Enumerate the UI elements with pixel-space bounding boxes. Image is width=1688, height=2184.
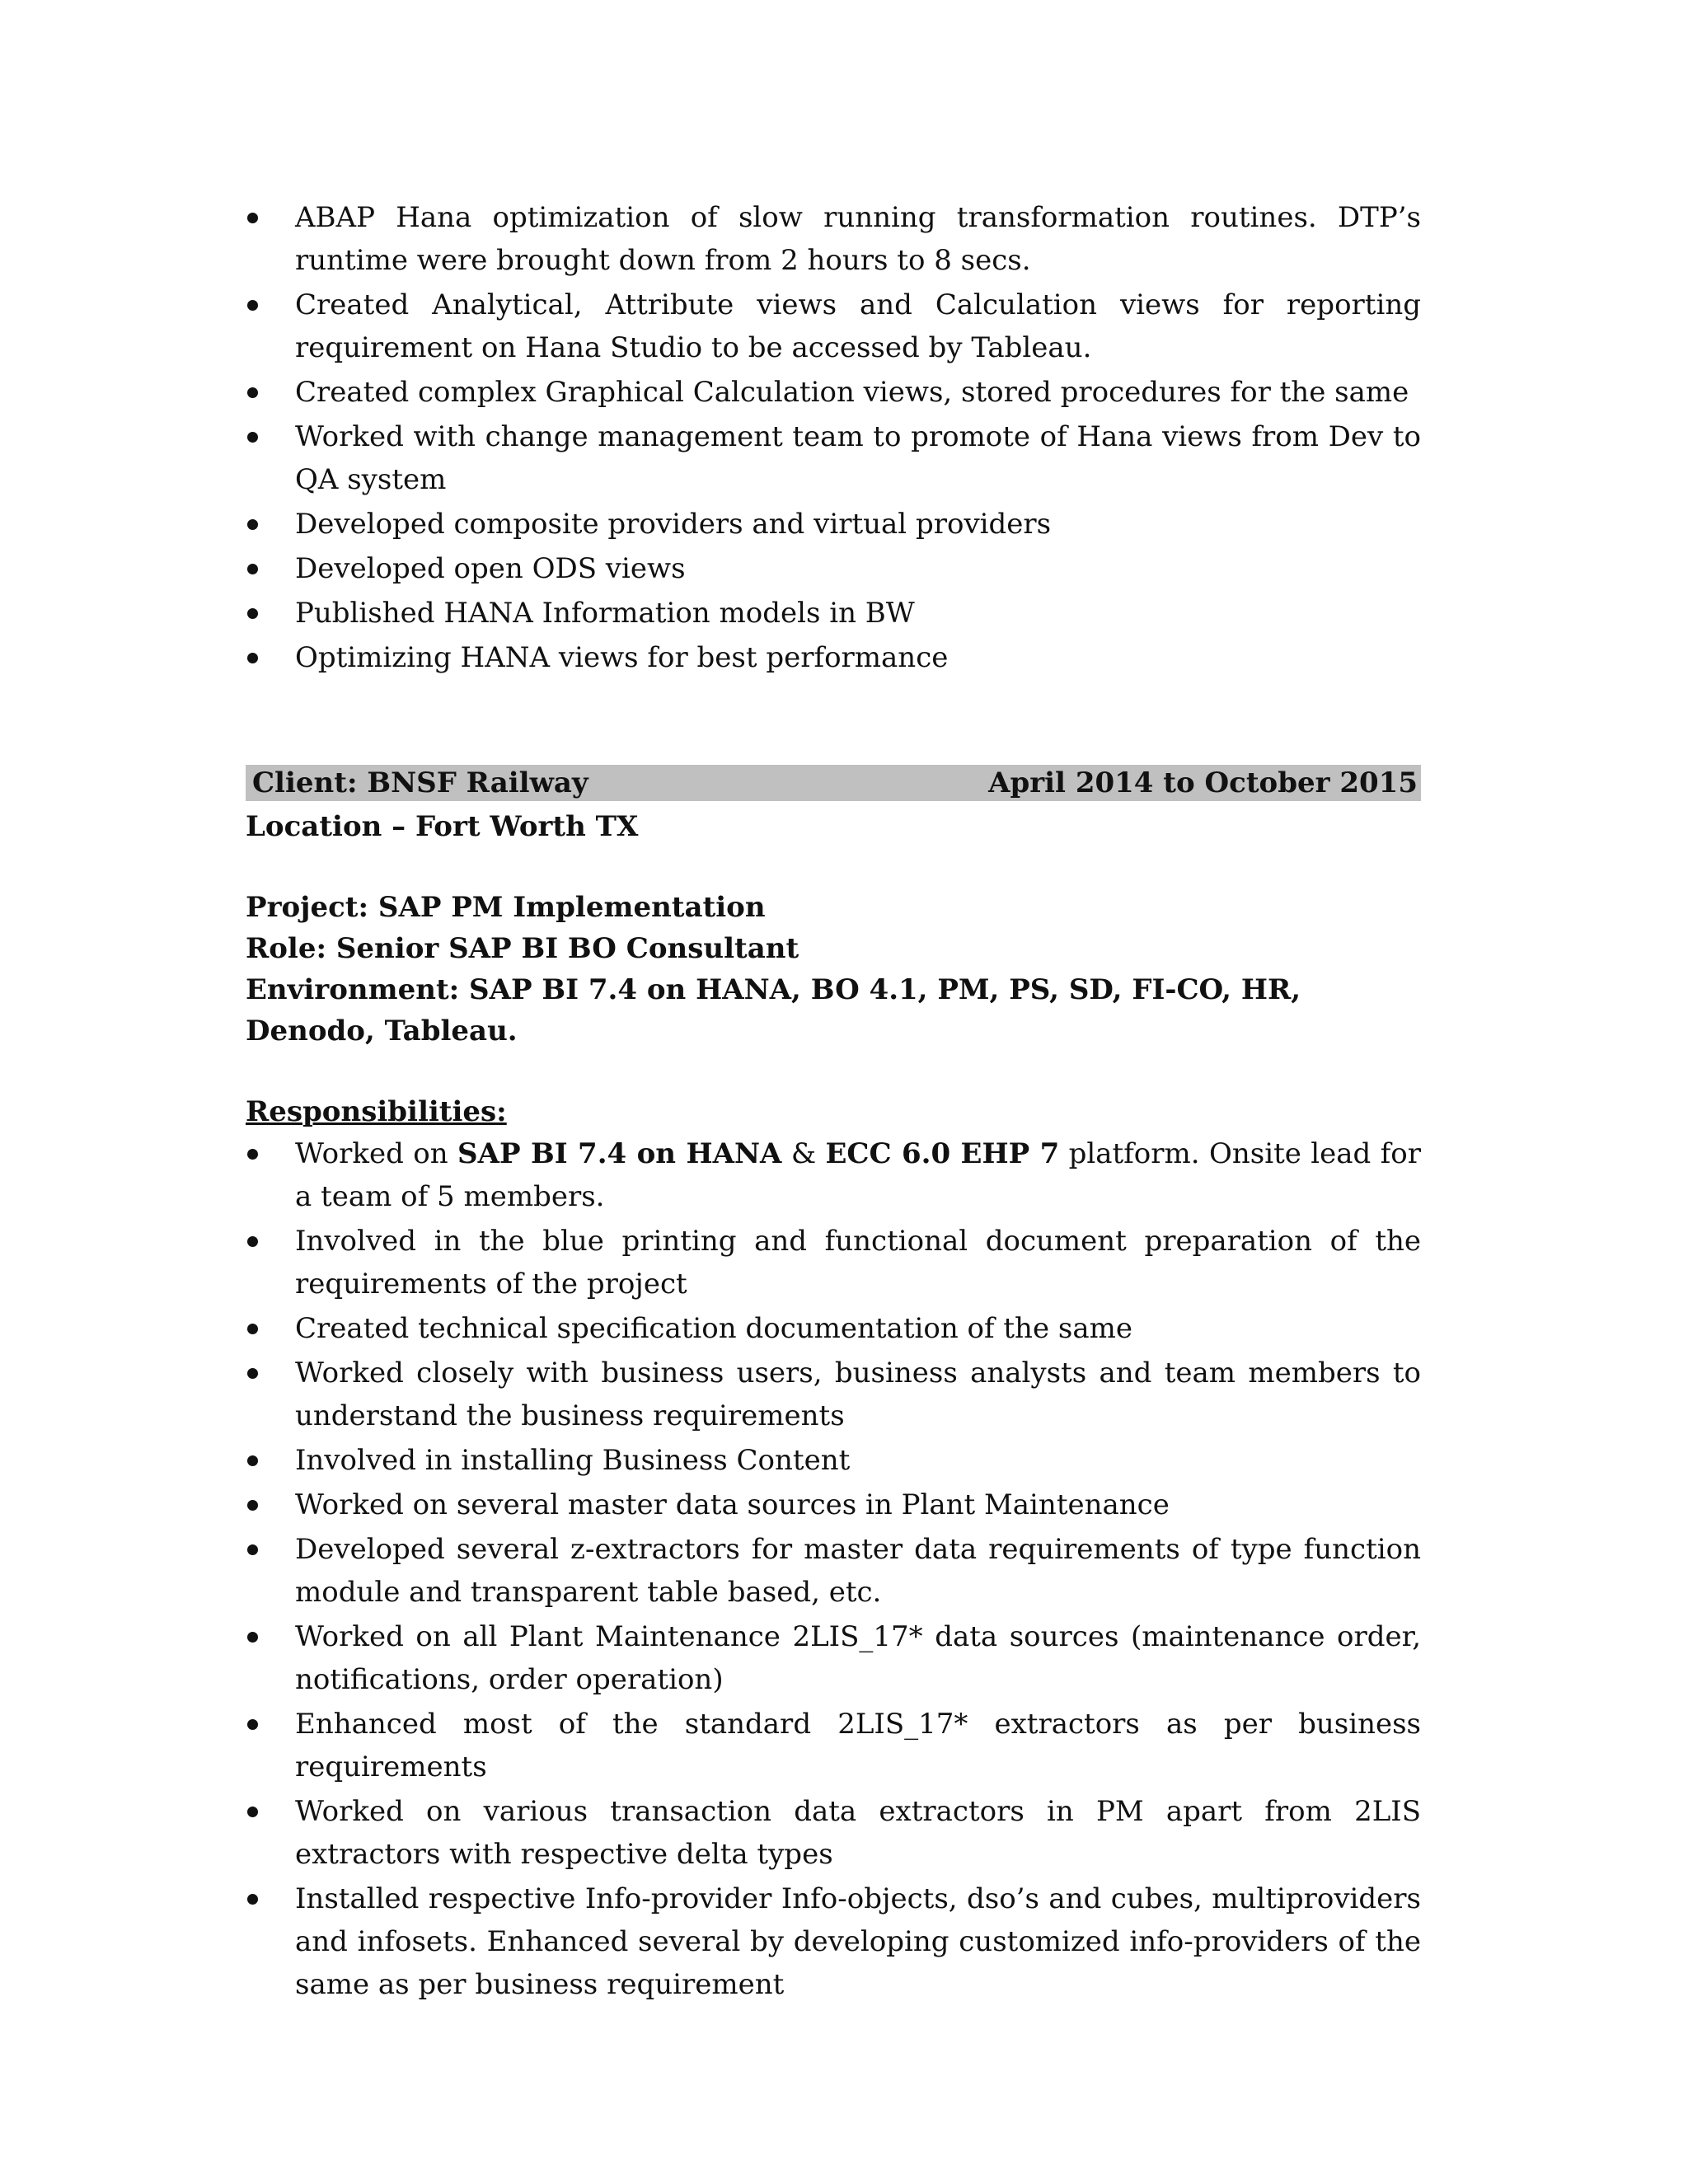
top-bullet-list: [246, 196, 1421, 679]
bullet-icon: [247, 1719, 258, 1730]
list-item: Published HANA Information models in BW: [246, 592, 1421, 635]
list-item: Enhanced most of the standard 2LIS_17* extractors as per business requirements: [246, 1703, 1421, 1788]
list-item: Worked on all Plant Maintenance 2LIS_17* data sources (maintenance order, notifications, order operation): [246, 1615, 1421, 1701]
bullet-icon: [247, 1324, 258, 1334]
bullet-icon: [247, 608, 258, 619]
bullet-icon: [247, 1807, 258, 1817]
list-item: Worked on several master data sources in Plant Maintenance: [246, 1483, 1421, 1526]
bullet-icon: [247, 1544, 258, 1555]
project-name: Project: SAP PM Implementation: [246, 891, 766, 924]
bullet-icon: [247, 1149, 258, 1160]
role: Role: Senior SAP BI BO Consultant: [246, 932, 799, 965]
bullet-icon: [247, 1455, 258, 1466]
environment: Environment: SAP BI 7.4 on HANA, BO 4.1, PM, PS, SD, FI-CO, HR, Denodo, Tableau.: [246, 973, 1301, 1047]
bullet-icon: [247, 213, 258, 223]
list-item: Optimizing HANA views for best performance: [246, 636, 1421, 679]
responsibilities-heading: Responsibilities:: [246, 1095, 507, 1128]
client-location: Location – Fort Worth TX: [246, 810, 639, 843]
bullet-icon: [247, 432, 258, 443]
bullet-icon: [247, 519, 258, 530]
responsibilities-list: [246, 1132, 1421, 2006]
project-details: [246, 887, 1421, 1052]
list-item: Worked with change management team to promote of Hana views from Dev to QA system: [246, 415, 1421, 501]
client-dates: April 2014 to October 2015: [988, 766, 1418, 799]
bullet-icon: [247, 1894, 258, 1905]
list-item: Involved in the blue printing and functional document preparation of the requirements of the project: [246, 1220, 1421, 1305]
list-item: Worked on various transaction data extractors in PM apart from 2LIS extractors with respective delta types: [246, 1790, 1421, 1876]
client-name: Client: BNSF Railway: [252, 766, 588, 799]
list-item: Worked closely with business users, business analysts and team members to understand the business requirements: [246, 1352, 1421, 1437]
list-item: Installed respective Info-provider Info-objects, dso’s and cubes, multiproviders and infosets. Enhanced several by developing customized info-providers of the same as per business requirement: [246, 1877, 1421, 2006]
page-content: [246, 196, 1421, 2008]
bullet-icon: [247, 300, 258, 311]
bullet-icon: [247, 564, 258, 574]
bullet-icon: [247, 1632, 258, 1643]
list-item: Created complex Graphical Calculation views, stored procedures for the same: [246, 371, 1421, 414]
list-item: Developed open ODS views: [246, 547, 1421, 590]
bullet-icon: [247, 1236, 258, 1247]
list-item: Created Analytical, Attribute views and Calculation views for reporting requirement on Hana Studio to be accessed by Tableau.: [246, 284, 1421, 369]
list-item: Developed composite providers and virtual providers: [246, 503, 1421, 546]
client-header-bar: [246, 765, 1421, 801]
bullet-icon: [247, 653, 258, 663]
list-item: Developed several z-extractors for master data requirements of type function module and transparent table based, etc.: [246, 1528, 1421, 1614]
bullet-icon: [247, 387, 258, 398]
list-item: Worked on SAP BI 7.4 on HANA & ECC 6.0 EHP 7 platform. Onsite lead for a team of 5 members.: [246, 1132, 1421, 1218]
bullet-icon: [247, 1368, 258, 1379]
list-item: Involved in installing Business Content: [246, 1439, 1421, 1482]
list-item: Created technical specification documentation of the same: [246, 1307, 1421, 1350]
list-item: ABAP Hana optimization of slow running transformation routines. DTP’s runtime were brought down from 2 hours to 8 secs.: [246, 196, 1421, 282]
bullet-icon: [247, 1500, 258, 1511]
